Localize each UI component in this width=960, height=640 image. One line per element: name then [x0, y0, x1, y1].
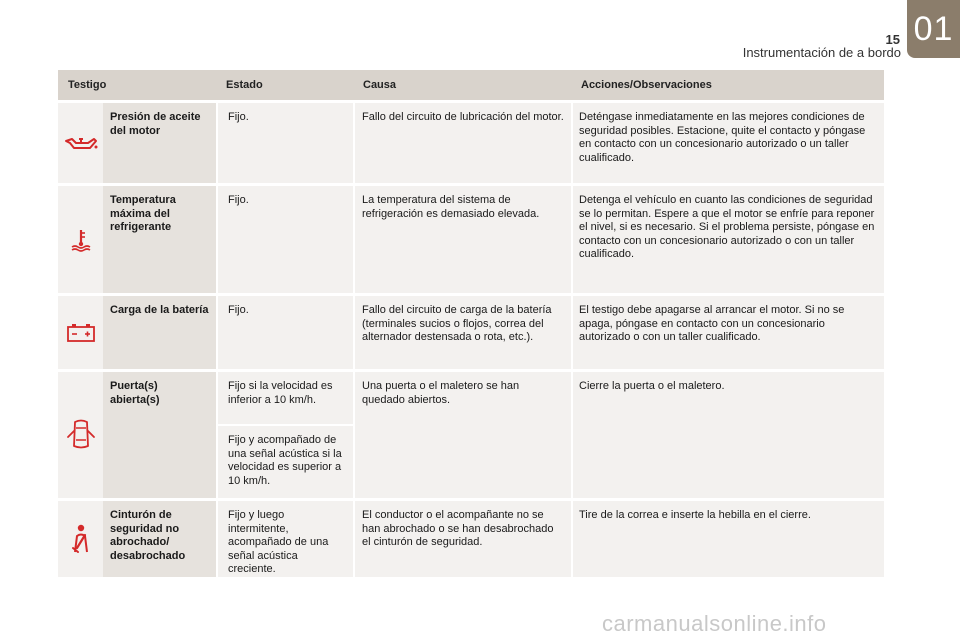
row-acciones: Tire de la correa e inserte la hebilla en el cierre.	[571, 501, 884, 577]
table-row	[58, 186, 884, 293]
row-name: Presión de aceite del motor	[103, 103, 216, 183]
table-row	[58, 103, 884, 183]
table-row	[58, 296, 884, 369]
battery-icon	[58, 296, 103, 369]
row-acciones: Cierre la puerta o el maletero.	[571, 372, 884, 498]
row-name: Carga de la batería	[103, 296, 216, 369]
row-causa: Fallo del circuito de lubricación del motor.	[353, 103, 571, 183]
row-acciones: El testigo debe apagarse al arrancar el motor. Si no se apaga, póngase en contacto con un concesionario autorizado o con un taller cualificado.	[571, 296, 884, 369]
row-causa: El conductor o el acompañante no se han abrochado o se han desabrochado el cinturón de seguridad.	[353, 501, 571, 577]
row-estado: Fijo y luego intermitente, acompañado de una señal acústica creciente.	[216, 501, 353, 577]
row-name: Cinturón de seguridad no abrochado/ desabrochado	[103, 501, 216, 577]
row-causa: Fallo del circuito de carga de la batería (terminales sucios o flojos, correa del alternador destensada o rota, etc.).	[353, 296, 571, 369]
row-causa: Una puerta o el maletero se han quedado abiertos.	[353, 372, 571, 498]
row-estado-1: Fijo si la velocidad es inferior a 10 km/h.	[228, 380, 333, 406]
table-header	[58, 70, 884, 100]
row-estado	[216, 372, 353, 498]
row-estado: Fijo.	[216, 186, 353, 293]
row-name: Puerta(s) abierta(s)	[103, 372, 216, 498]
header-acciones: Acciones/Observaciones	[581, 79, 712, 91]
row-estado: Fijo.	[216, 103, 353, 183]
row-estado: Fijo.	[216, 296, 353, 369]
page-number: 15	[885, 32, 900, 47]
watermark: carmanualsonline.info	[602, 611, 827, 636]
seatbelt-icon	[58, 501, 103, 577]
oil-pressure-icon	[58, 103, 103, 183]
warning-lights-table	[58, 70, 884, 577]
header-testigo: Testigo	[68, 79, 107, 91]
row-name: Temperatura máxima del refrigerante	[103, 186, 216, 293]
chapter-tab: 01	[907, 0, 960, 58]
header-estado: Estado	[226, 79, 263, 91]
row-acciones: Deténgase inmediatamente en las mejores condiciones de seguridad posibles. Estacione, quite el contacto y póngase en contacto con un concesionario autorizado o un taller cualificado.	[571, 103, 884, 183]
row-causa: La temperatura del sistema de refrigeración es demasiado elevada.	[353, 186, 571, 293]
table-row	[58, 372, 884, 498]
row-estado-2: Fijo y acompañado de una señal acústica si la velocidad es superior a 10 km/h.	[218, 424, 353, 488]
coolant-temperature-icon	[58, 186, 103, 293]
section-title: Instrumentación de a bordo	[742, 45, 901, 60]
door-open-icon	[58, 372, 103, 498]
table-row	[58, 501, 884, 577]
header-causa: Causa	[363, 79, 397, 91]
row-acciones: Detenga el vehículo en cuanto las condiciones de seguridad se lo permitan. Espere a que el motor se enfríe para reponer el nivel, si es necesario. Si el problema persiste, póngase en contacto con un concesionario autorizado o con un taller cualificado.	[571, 186, 884, 293]
